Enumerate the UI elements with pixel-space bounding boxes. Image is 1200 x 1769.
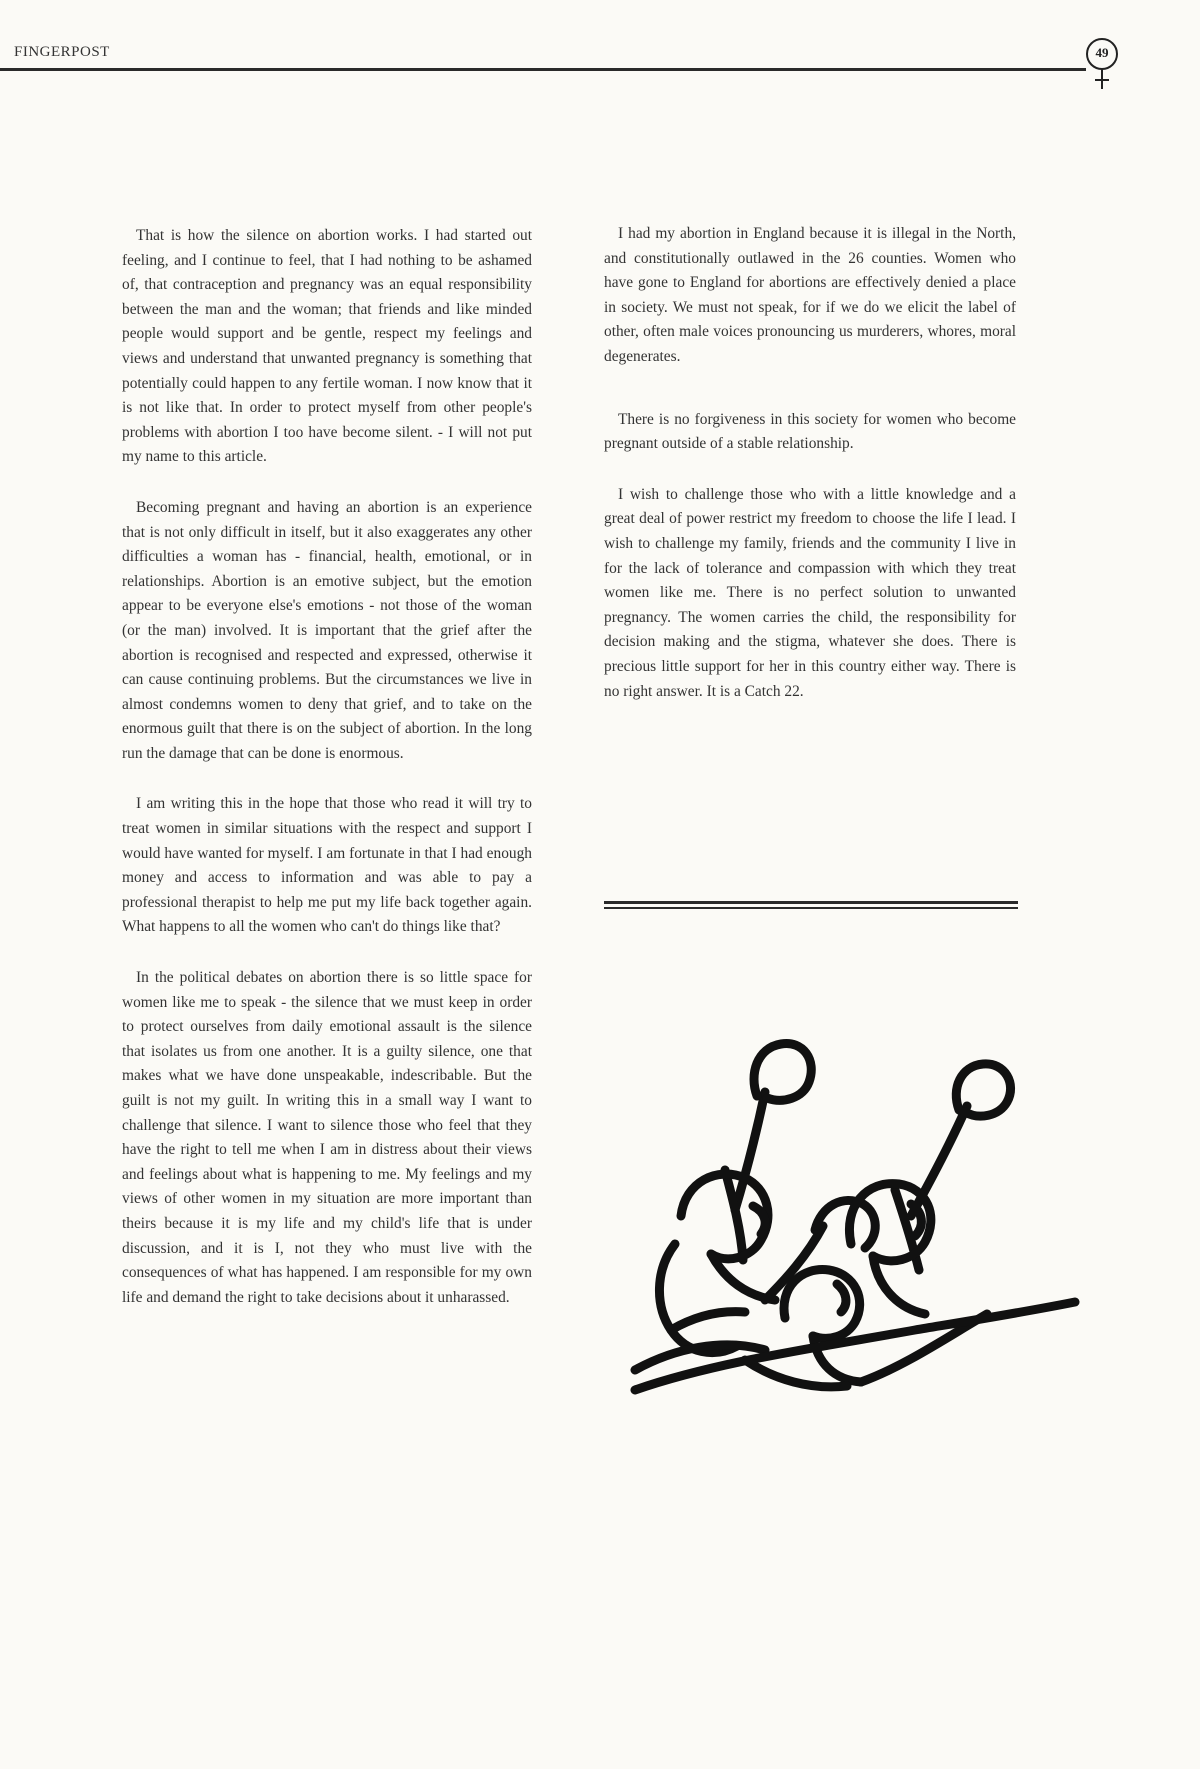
paragraph: In the political debates on abortion there is so little space for women like me to speak - the silence that we must keep in order to protect ourselves from daily emotional assault is the silence that isolates us from one another. It is a guilty silence, one that makes what we have done unspeakable, indescribable. But the guilt is not my guilt. In writing this in a small way I want to challenge that silence. I want to silence those who feel that they have the right to tell me when I am in distress about their views and feelings about what is happening to me. My feelings and my views of other women in my situation are more important than theirs because it is my life and my child's life that is under discussion, and it is I, not they who must live with the consequences of what has happened. I am responsible for my own life and demand the right to take decisions about it unharassed.: [122, 969, 532, 1306]
running-head: FINGERPOST: [14, 44, 110, 60]
women-raised-fists-illustration: [615, 1030, 1095, 1500]
section-divider: [604, 901, 1018, 911]
paragraph: I had my abortion in England because it is illegal in the North, and constitutionally outlawed in the 26 counties. Women who have gone to England for abortions are effectively denied a place in society. We must not speak, for if we do we elicit the label of other, often male voices pronouncing us murderers, whores, moral degenerates.: [604, 225, 1016, 365]
page-number: 49: [1095, 45, 1109, 60]
paragraph: Becoming pregnant and having an abortion is an experience that is not only difficult in itself, but it also exaggerates any other difficulties a woman has - financial, health, emotional, or in relationships. Abortion is an emotive subject, but the emotion appear to be everyone else's emotions - not those of the woman (or the man) involved. It is important that the grief after the abortion is recognised and respected and expressed, otherwise it can cause continuing problems. But the circumstances we live in almost condemns women to deny that grief, and to take on the enormous guilt that there is on the subject of abortion. In the long run the damage that can be done is enormous.: [122, 498, 532, 762]
paragraph: That is how the silence on abortion works. I had started out feeling, and I continue to feel, that I had nothing to be ashamed of, that contraception and pregnancy was an equal responsibility between the man and the woman; that friends and like minded people would support and be gentle, respect my feelings and views and understand that unwanted pregnancy is something that potentially could happen to any fertile woman. I now know that it is not like that. In order to protect myself from other people's problems with abortion I too have become silent. - I will not put my name to this article.: [122, 227, 532, 466]
paragraph: I wish to challenge those who with a little knowledge and a great deal of power restrict my freedom to choose the life I lead. I wish to challenge my family, friends and the community I live in for the lack of tolerance and compassion with which they treat women like me. There is no perfect solution to unwanted pregnancy. The women carries the child, the responsibility for decision making and the stigma, whatever she does. There is precious little support for her in this country either way. There is no right answer. It is a Catch 22.: [604, 485, 1016, 700]
header-rule: [0, 68, 1086, 71]
paragraph: I am writing this in the hope that those who read it will try to treat women in similar situations with the respect and support I would have wanted for myself. I am fortunate in that I had enough money and access to information and was able to pay a professional therapist to help me put my life back together again. What happens to all the women who can't do things like that?: [122, 795, 532, 936]
right-column: [604, 222, 1016, 730]
paragraph: There is no forgiveness in this society for women who become pregnant outside of a stable relationship.: [604, 410, 1016, 453]
venus-symbol-icon: [1082, 34, 1122, 94]
page-header: [0, 0, 1200, 100]
left-column: [122, 224, 532, 1336]
